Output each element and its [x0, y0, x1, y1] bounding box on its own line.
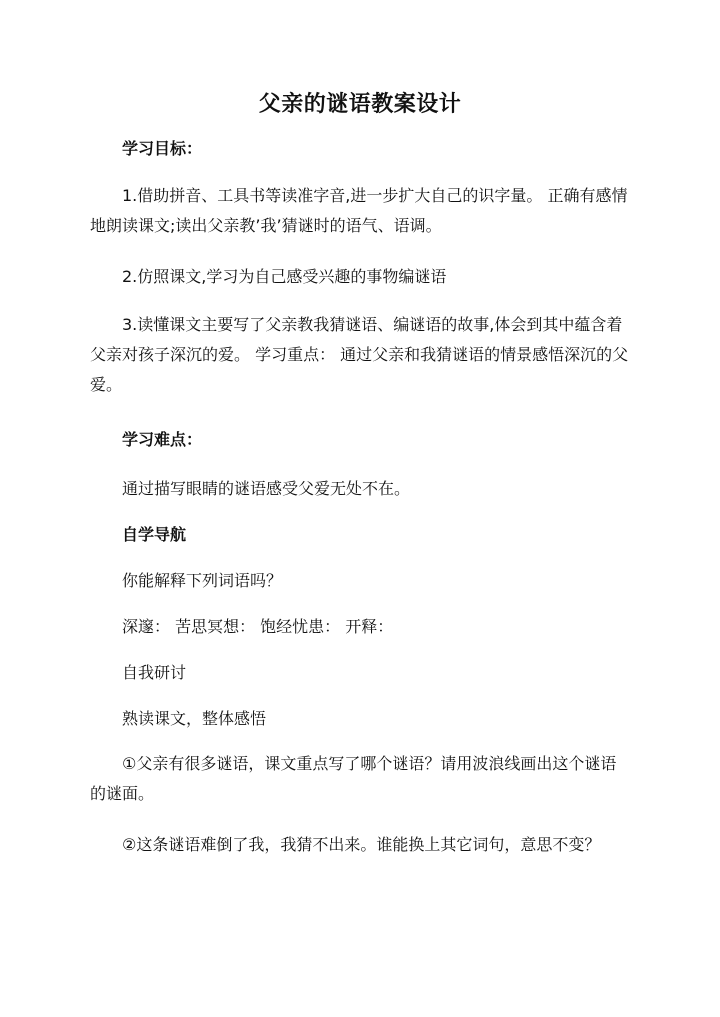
- question-item-1: ①父亲有很多谜语，课文重点写了哪个谜语？请用波浪线画出这个谜语的谜面。: [90, 754, 617, 803]
- difficulty-heading: 学习难点：: [122, 430, 203, 449]
- self-study-label: 自我研讨: [122, 663, 187, 682]
- goal-item-3: 3.读懂课文主要写了父亲教我猜谜语、编谜语的故事,体会到其中蕴含着父亲对孩子深沉的爱。 学习重点： 通过父亲和我猜谜语的情景感悟深沉的父爱。: [90, 315, 629, 394]
- question-item-2: ②这条谜语难倒了我，我猜不出来。谁能换上其它词句，意思不变？: [122, 835, 601, 854]
- vocabulary-question: 你能解释下列词语吗？: [122, 571, 283, 590]
- reading-instruction: 熟读课文，整体感悟: [122, 709, 267, 728]
- self-study-nav-heading: 自学导航: [122, 525, 187, 544]
- goals-heading: 学习目标：: [122, 139, 203, 158]
- document-title: 父亲的谜语教案设计: [258, 92, 462, 117]
- goal-item-2: 2.仿照课文,学习为自己感受兴趣的事物编谜语: [122, 267, 447, 286]
- vocabulary-words: 深邃： 苦思冥想： 饱经忧患： 开释：: [122, 617, 394, 636]
- difficulty-text: 通过描写眼睛的谜语感受父爱无处不在。: [122, 479, 411, 498]
- goal-item-1: 1.借助拼音、工具书等读准字音,进一步扩大自己的识字量。 正确有感情地朗读课文;读出父亲教’我’猜谜时的语气、语调。: [90, 186, 628, 235]
